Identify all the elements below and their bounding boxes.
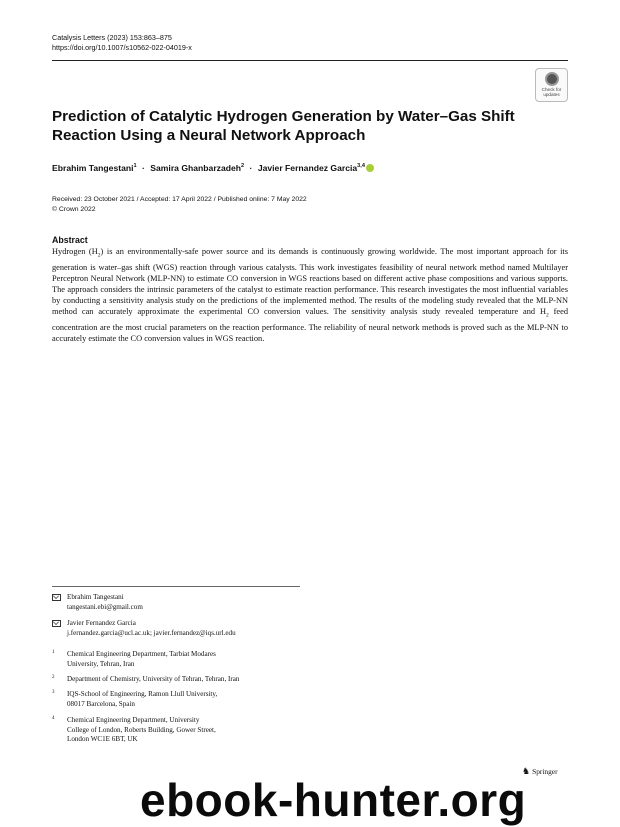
affiliation-number: 2 (52, 675, 55, 680)
affiliation-line: 08017 Barcelona, Spain (67, 699, 135, 708)
envelope-icon (52, 594, 61, 601)
doi-link[interactable]: https://doi.org/10.1007/s10562-022-04019-x (52, 43, 192, 52)
abstract-part: feed concentration are the most crucial parameters on the reaction performance. The reliability of neural network methods is proved such as the MLP-NN to accurately estimate the CO conversion values in WGS reaction. (52, 307, 569, 343)
check-updates-line2: updates (543, 92, 560, 97)
publication-dates (52, 195, 307, 215)
corresponding-author-email[interactable]: tangestani.ebi@gmail.com (67, 603, 143, 611)
affiliation-line: College of London, Roberts Building, Gower Street, (67, 725, 216, 734)
affiliation-line: Department of Chemistry, University of Tehran, Tehran, Iran (67, 675, 240, 683)
journal-citation: Catalysis Letters (2023) 153:863–875 (52, 33, 172, 42)
affiliation (52, 690, 217, 709)
correspondence-entry (52, 618, 236, 638)
corresponding-author-name: Ebrahim Tangestani (67, 593, 124, 601)
author-separator: · (249, 163, 253, 173)
header-rule (52, 60, 568, 61)
author-name[interactable]: Samira Ghanbarzadeh (150, 163, 242, 173)
abstract-subscript: 2 (97, 252, 101, 259)
orcid-icon[interactable] (366, 164, 374, 172)
publisher-logo (522, 766, 558, 777)
affiliation-line: University, Tehran, Iran (67, 659, 135, 668)
affiliation (52, 675, 239, 685)
author-affiliation-sup: 2 (241, 163, 245, 169)
abstract-heading: Abstract (52, 235, 88, 245)
abstract-subscript: 2 (545, 312, 549, 319)
article-title: Prediction of Catalytic Hydrogen Generation by Water–Gas Shift Reaction Using a Neural Network Approach (52, 108, 515, 144)
author-affiliation-sup: 3,4 (357, 163, 365, 169)
history-dates: Received: 23 October 2021 / Accepted: 17 April 2022 / Published online: 7 May 2022 (52, 196, 307, 203)
abstract-text (52, 246, 568, 344)
affiliation-line: IQS-School of Engineering, Ramon Llull University, (67, 690, 218, 698)
affiliation (52, 650, 216, 669)
affiliation-number: 4 (52, 716, 55, 721)
affiliation-line: Chemical Engineering Department, University (67, 716, 200, 724)
abstract-part: Hydrogen (H (52, 247, 98, 256)
envelope-icon (52, 620, 61, 627)
copyright: © Crown 2022 (52, 206, 96, 213)
springer-horse-icon: ♞ (522, 766, 531, 776)
author-name[interactable]: Ebrahim Tangestani (52, 163, 134, 173)
author-separator: · (142, 163, 145, 173)
check-for-updates-button[interactable] (535, 68, 568, 102)
affiliation-line: London WC1E 6BT, UK (67, 735, 138, 744)
check-updates-line1: Check for (541, 87, 562, 92)
correspondence-entry (52, 592, 143, 612)
publisher-name: Springer (532, 767, 558, 776)
affiliation-number: 3 (52, 690, 55, 695)
corresponding-author-name: Javier Fernandez Garcia (67, 619, 136, 627)
watermark-text: ebook-hunter.org (140, 774, 527, 826)
affiliation-number: 1 (52, 650, 55, 655)
check-updates-icon (545, 72, 559, 86)
affiliation-line: Chemical Engineering Department, Tarbiat Modares (67, 650, 216, 658)
abstract-part: ) is an environmentally-safe power source and its demands is continuously growing worldwide. The most important approach for its generation is water–gas shift (WGS) reaction through various catalysts. This work investigates feasibility of neural network method named Multilayer Perceptron Neural Network (MLP-NN) to estimate CO conversion in WGS reactions based on different active phase compositions and various supports. The approach considers the intrinsic parameters of the catalyst to estimate reaction performance. This research investigates the most influential variables by conducting a sensitivity analysis study on the predictions of the implemented method. The results of the modeling study revealed that the MLP-NN method can accurately approximate the experimental CO conversion values. The sensitivity analysis study revealed temperature and H (52, 247, 569, 317)
footnote-rule (52, 586, 300, 587)
journal-header (52, 33, 192, 53)
author-name[interactable]: Javier Fernandez Garcia (257, 163, 358, 173)
affiliation (52, 716, 216, 745)
author-affiliation-sup: 1 (133, 163, 137, 169)
author-list (52, 163, 374, 173)
corresponding-author-email[interactable]: j.fernandez.garcia@ucl.ac.uk; javier.fernandez@iqs.url.edu (67, 629, 236, 637)
